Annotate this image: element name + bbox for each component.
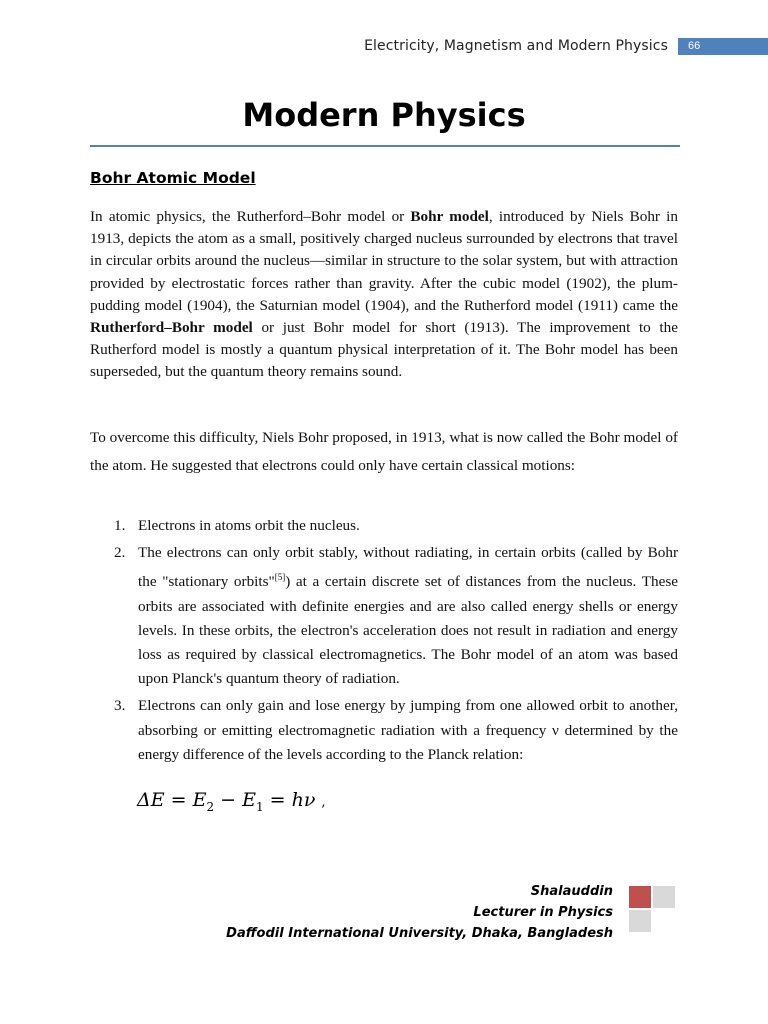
list-item-text: Electrons can only gain and lose energy by jumping from one allowed orbit to another, absorbing or emitting electromagnetic radiation with a frequency ν determined by the energy difference of the levels according to the Planck relation: — [138, 697, 678, 763]
author-role: Lecturer in Physics — [473, 905, 613, 920]
list-number: 1. — [114, 517, 126, 534]
author-institution: Daffodil International University, Dhaka, Bangladesh — [226, 926, 613, 941]
page-title: Modern Physics — [242, 96, 526, 134]
author-name: Shalauddin — [530, 884, 613, 899]
intro-bold-2: Rutherford–Bohr model — [90, 319, 253, 337]
bohr-proposal-paragraph: To overcome this difficulty, Niels Bohr proposed, in 1913, what is now called the Bohr model of the atom. He suggested that electrons could only have certain classical motions: — [90, 429, 678, 474]
eq-sub1: 1 — [255, 799, 264, 814]
intro-paragraph — [90, 206, 678, 384]
list-item-text: The electrons can only orbit stably, without radiating, in certain orbits (called by Bohr the "stationary orbits" — [138, 544, 678, 591]
intro-text-3: or just Bohr model for short (1913). The improvement to the Rutherford model is mostly a quantum physical interpretation of it. The Bohr model has been superseded, but the quantum theory remains sound. — [90, 319, 678, 381]
list-item — [90, 514, 678, 538]
intro-bold-1: Bohr model — [410, 208, 489, 225]
list-number: 2. — [114, 544, 126, 562]
list-item-text-cont: ) at a certain discrete set of distances from the nucleus. These orbits are associated with definite energies and are also called energy shells or energy levels. In these orbits, the electron's acceleration does not result in radiation and energy loss as required by classical electromagnetics. The Bohr model of an atom was based upon Planck's quantum theory of radiation. — [138, 573, 678, 688]
decor-square-red — [629, 886, 651, 908]
list-item — [90, 694, 678, 767]
postulates-list — [90, 514, 678, 770]
eq-lhs: ΔE = E — [137, 789, 207, 811]
section-heading: Bohr Atomic Model — [90, 169, 256, 187]
eq-rhs: = hν — [263, 789, 316, 811]
decor-square-gray — [629, 910, 651, 932]
intro-text-1: In atomic physics, the Rutherford–Bohr model or — [90, 208, 411, 225]
eq-comma: , — [321, 795, 326, 810]
citation-ref[interactable]: [5] — [274, 572, 286, 583]
list-item-text: Electrons in atoms orbit the nucleus. — [138, 517, 360, 534]
eq-minus: − E — [214, 789, 256, 811]
intro-text-2: , introduced by Niels Bohr in 1913, depicts the atom as a small, positively charged nucleus surrounded by electrons that travel in circular orbits around the nucleus—similar in structure to the solar system, but with attraction provided by electrostatic forces rather than gravity. After the cubic model (1902), the plum-pudding model (1904), the Saturnian model (1904), and the Rutherford model (1911) came the — [90, 208, 678, 314]
title-divider — [90, 145, 680, 147]
list-item — [90, 541, 678, 691]
running-header: Electricity, Magnetism and Modern Physics — [364, 38, 668, 54]
decor-square-gray — [653, 886, 675, 908]
eq-sub2: 2 — [206, 799, 215, 814]
list-number: 3. — [114, 697, 126, 715]
planck-equation — [137, 789, 326, 814]
page-number: 66 — [678, 38, 768, 55]
